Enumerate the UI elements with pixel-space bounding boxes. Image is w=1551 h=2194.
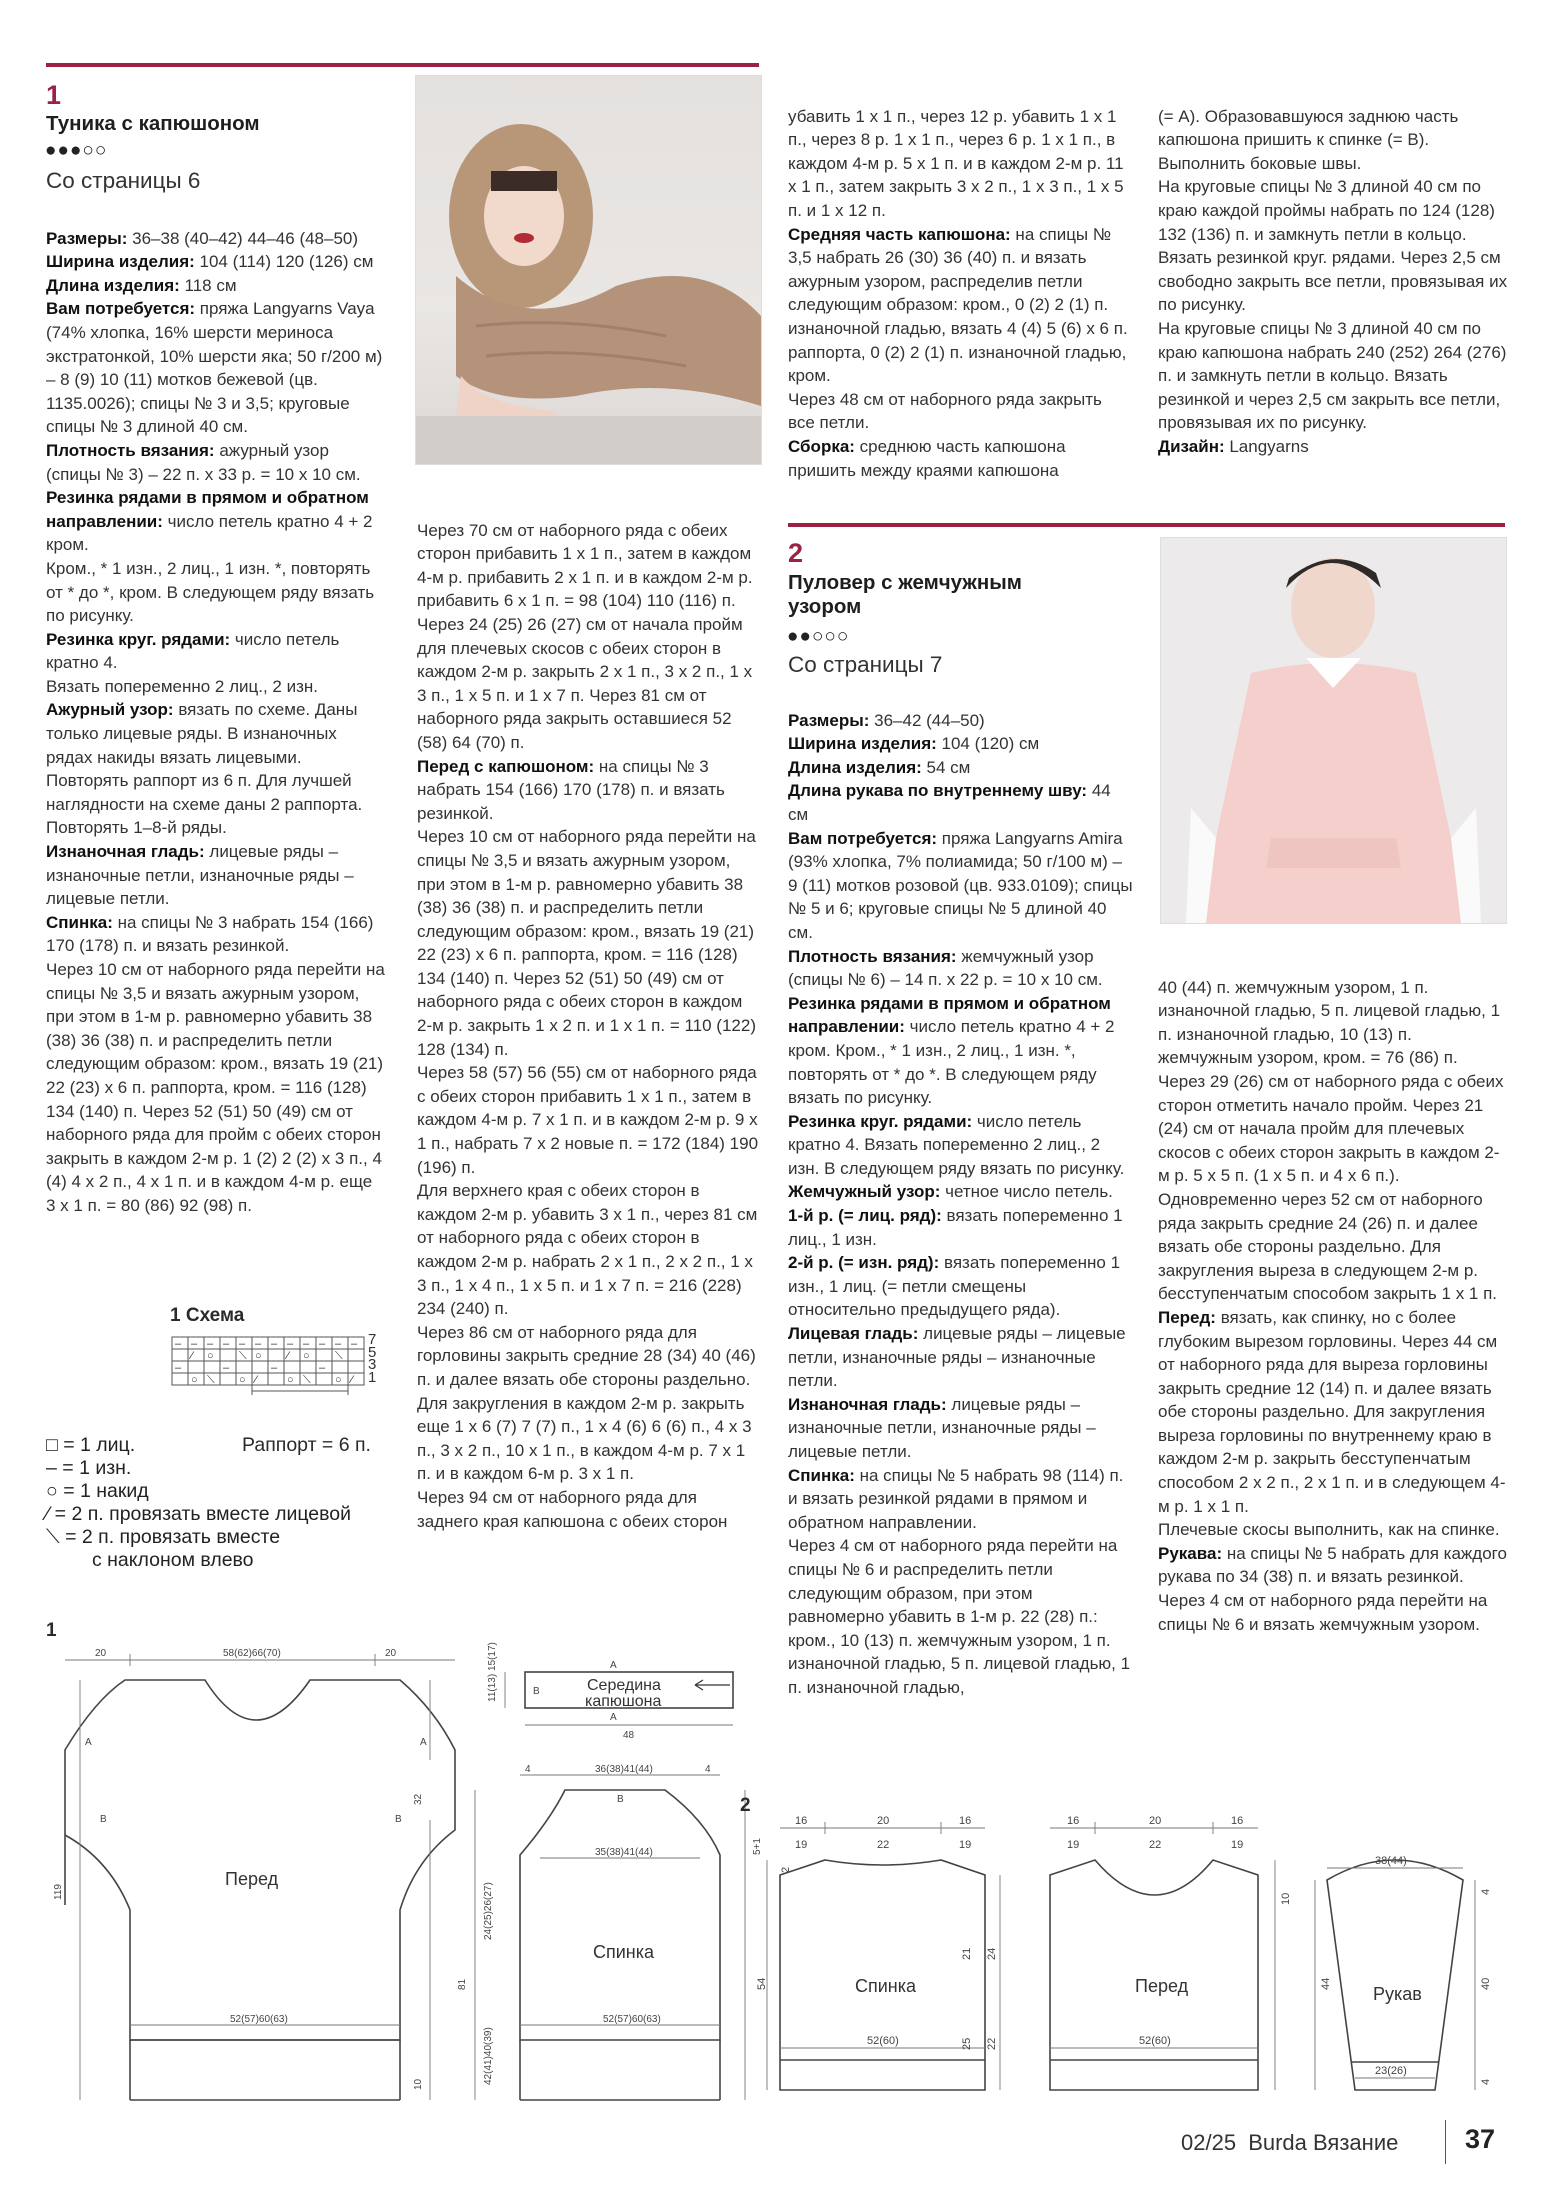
dim-shoulder-slope: 5+1	[752, 1838, 763, 1855]
chart-row-7: 7	[368, 1331, 377, 1348]
seam-b-right: B	[395, 1814, 402, 1825]
p2-back-value: на спицы № 5 набрать 98 (114) п. и вязать резинкой рядами в прямом и обратном направлении. Через 4 см от наборного ряда перейти на спицы № 6 и распределить петли следующим образом, при этом равномерно убавить в 1-м р. 22 (28) п.: кром., 10 (13) п. жемчужным узором, 1 п. изнаночной гладью, 5 п. лицевой гладью, 1 п. изнаночной гладью,	[788, 1465, 1131, 1697]
section-rule-1	[46, 63, 759, 67]
p2-dim-sleeve-length: 44	[1320, 1977, 1332, 1990]
rib-round-label: Резинка круг. рядами:	[46, 629, 231, 649]
legend-k2tog: ⁄ = 2 п. провязать вместе лицевой	[46, 1503, 352, 1525]
seam-b-left: B	[100, 1814, 107, 1825]
pattern-title: Туника с капюшоном	[46, 112, 260, 135]
p2-gauge-value: жемчужный узор (спицы № 6) – 14 п. х 22 р. = 10 х 10 см.	[788, 946, 1103, 990]
p2-dim-front-shoulder-st-r: 19	[1231, 1839, 1244, 1851]
svg-text:⟍: ⟍	[303, 1374, 311, 1386]
pattern2-column-4	[1158, 952, 1508, 1660]
design-value: Langyarns	[1224, 436, 1309, 456]
p2-dim-sleeve-length-2: 40	[1480, 1977, 1492, 1990]
p2-schematic-sleeve: Рукав	[1373, 1984, 1422, 2004]
dim-shoulder-left: 20	[95, 1648, 107, 1659]
p2-materials-label: Вам потребуется:	[788, 828, 938, 848]
hood-middle-line2: капюшона	[585, 1693, 662, 1710]
dim-hood-drop: 32	[413, 1793, 424, 1805]
pattern1-column-3	[788, 81, 1133, 506]
p2-dim-back-neck-depth: 2	[780, 1866, 792, 1873]
svg-text:○: ○	[287, 1374, 294, 1386]
pattern1-column-2	[417, 495, 762, 1557]
width-value: 104 (114) 120 (126) см	[194, 252, 374, 272]
svg-text:–: –	[239, 1338, 246, 1350]
tunic-photo	[415, 75, 762, 465]
dim-hem: 10	[413, 2078, 424, 2090]
schematic-2-label: 2	[740, 1795, 751, 1816]
reverse-stockinette-value: лицевые ряды – изнаночные петли, изнаночные ряды – лицевые петли.	[46, 842, 359, 909]
p2-dim-back-length: 54	[756, 1977, 768, 1990]
p2-dim-sleeve-cuff: 23(26)	[1375, 2065, 1407, 2077]
hood-middle-line1: Середина	[587, 1677, 661, 1694]
p2-sleeves-label: Рукава:	[1158, 1543, 1223, 1563]
hood-seam-a: A	[610, 1660, 617, 1671]
p2-materials-value: пряжа Langyarns Amira (93% хлопка, 7% полиамида; 50 г/100 м) – 9 (11) мотков розовой (цв. 933.0109); спицы № 5 и 6; круговые спицы № 5 длиной 40 см.	[788, 828, 1138, 942]
dim-back-length: 81	[457, 1978, 468, 1990]
p2-row2-value: вязать попеременно 1 изн., 1 лиц. (= петли смещены относительно предыдущего ряда).	[788, 1253, 1125, 1320]
svg-text:–: –	[223, 1362, 230, 1374]
p2-length-value: 54 см	[921, 757, 971, 777]
p2-dim-front-shoulder-st-l: 19	[1067, 1839, 1080, 1851]
svg-text:–: –	[223, 1338, 230, 1350]
svg-text:–: –	[303, 1338, 310, 1350]
p2-dim-body-st: 22	[986, 2037, 998, 2050]
page-reference: Со страницы 6	[46, 168, 201, 193]
seam-a-right: A	[420, 1737, 427, 1748]
back-seam-b: B	[617, 1794, 624, 1805]
svg-text:⁄: ⁄	[287, 1350, 289, 1362]
p2-pearl-value: четное число петель.	[940, 1182, 1113, 1202]
front-hood-value: на спицы № 3 набрать 154 (166) 170 (178) п. и вязать резинкой. Через 10 см от наборного ряда перейти на спицы № 3,5 и вязать ажурным узором, при этом в 1-м р. равномерно убавить 38 (38) 36 (38) п. и распределить петли следующим образом: кром., вязать 19 (21) 22 (23) х 6 п. раппорта, кром. = 116 (128) 134 (140) п. Через 52 (51) 50 (49) см от наборного ряда с обеих сторон в каждом 2-м р. закрыть 1 х 2 п. и 1 х 1 п. = 110 (122) 128 (134) п. Через 58 (57) 56 (55) см от наборного ряда с обеих сторон прибавить 1 х 1 п., затем в каждом 4-м р. 7 х 1 п. и в каждом 2-м р. 9 х 1 п., набрать 7 х 2 новые п. = 172 (184) 190 (196) п. Для верхнего края с обеих сторон в каждом 2-м р. убавить 3 х 1 п., через 81 см от наборного ряда с обеих сторон в каждом 2-м р. набрать 2 х 1 п., 2 х 2 п., 1 х 3 п., 1 х 4 п., 1 х 5 п. и 1 х 7 п. = 216 (228) 234 (240) п. Через 86 см от наборного ряда для горловины закрыть средние 28 (34) 40 (46) п. и далее вязать обе стороны раздельно. Для закругления в каждом 2-м р. закрыть еще 1 х 6 (7) 7 (7) п., 1 х 4 (6) 6 (6) п., 4 х 3 п., 3 х 2 п., 10 х 1 п., в каждом 4-м р. 7 х 1 п. и в каждом 6-м р. 3 х 1 п. Через 94 см от наборного ряда для заднего края капюшона с обеих сторон	[417, 756, 759, 1531]
svg-text:–: –	[319, 1338, 326, 1350]
dim-back-bottom: 52(57)60(63)	[603, 2014, 661, 2025]
back-value: на спицы № 3 набрать 154 (166) 170 (178) п. и вязать резинкой. Через 10 см от наборного ряда перейти на спицы № 3,5 и вязать ажурным узором, при этом в 1-м р. равномерно убавить 38 (38) 36 (38) п. и распределить петли следующим образом: кром., вязать 19 (21) 22 (23) х 6 п. раппорта, кром. = 116 (128) 134 (140) п. Через 52 (51) 50 (49) см от наборного ряда для пройм с обеих сторон закрыть в каждом 2-м р. 1 (2) 2 (2) х 3 п., 4 (4) 4 х 2 п., 4 х 1 п. и в каждом 4-м р. еще 3 х 1 п. = 80 (86) 92 (98) п.	[46, 912, 385, 1215]
p2-dim-back-shoulder-l: 16	[795, 1815, 808, 1827]
p2-row2-label: 2-й р. (= изн. ряд):	[788, 1253, 940, 1273]
dim-hood-height: 11(13) 15(17)	[487, 1642, 498, 1702]
front-hood-label: Перед с капюшоном:	[417, 756, 595, 776]
col2-text: Через 70 см от наборного ряда с обеих сторон прибавить 1 х 1 п., затем в каждом 4-м р. прибавить 2 х 1 п. и в каждом 2-м р. прибавить 6 х 1 п. = 98 (104) 110 (116) п. Через 24 (25) 26 (27) см от начала пройм для плечевых скосов с обеих сторон в каждом 2-м р. закрыть 2 х 1 п., 3 х 2 п., 1 х 3 п., 1 х 5 п. и 1 х 7 п. Через 81 см от наборного ряда закрыть оставшиеся 52 (58) 64 (70) п.	[417, 520, 753, 752]
p2-dim-armhole-st: 24	[986, 1947, 998, 1960]
dim-back-margin-right: 4	[705, 1764, 711, 1775]
pattern2-page-reference: Со страницы 7	[788, 652, 943, 677]
pattern-number: 1	[46, 80, 62, 110]
footer	[1181, 2130, 1398, 2156]
p2-rib-label: Резинка рядами в прямом и обратном направлении:	[788, 993, 1116, 1037]
chart-legend	[46, 1434, 351, 1572]
rib-label: Резинка рядами в прямом и обратном направлении:	[46, 488, 374, 531]
p2-sleeve-length-value: 44 см	[788, 781, 1116, 824]
svg-text:⟍: ⟍	[335, 1350, 343, 1362]
dim-top-width: 58(62)66(70)	[223, 1648, 281, 1659]
schematic-back-label: Спинка	[593, 1942, 655, 1962]
svg-text:–: –	[287, 1338, 294, 1350]
p2-dim-sleeve-top: 38(44)	[1375, 1855, 1407, 1867]
assembly-value: среднюю часть капюшона пришить между краями капюшона	[788, 436, 1071, 480]
svg-text:○: ○	[191, 1374, 198, 1386]
col4-text: (= А). Образовавшуюся заднюю часть капюшона пришить к спинке (= В). Выполнить боковые швы. На круговые спицы № 3 длиной 40 см по краю каждой проймы набрать по 124 (128) 132 (136) п. и замкнуть петли в кольцо. Вязать резинкой круг. рядами. Через 2,5 см свободно закрыть все петли, провязывая их по рисунку. На круговые спицы № 3 длиной 40 см по краю капюшона набрать 240 (252) 264 (276) п. и замкнуть петли в кольцо. Вязать резинкой и через 2,5 см закрыть все петли, провязывая их по рисунку.	[1158, 106, 1508, 433]
p2-dim-back-width: 52(60)	[867, 2035, 899, 2047]
svg-text:○: ○	[335, 1374, 342, 1386]
svg-text:–: –	[271, 1362, 278, 1374]
p2-schematic-back: Спинка	[855, 1976, 917, 1996]
p2-col4-text: 40 (44) п. жемчужным узором, 1 п. изнаночной гладью, 5 п. лицевой гладью, 1 п. изнаночной гладью, 10 (13) п. жемчужным узором, кром. = 76 (86) п. Через 29 (26) см от наборного ряда с обеих сторон отметить начало пройм. Через 21 (24) см от начала пройм для плечевых скосов с обеих сторон закрыть в каждом 2-м р. 5 х 5 п. (1 х 5 п. и 4 х 6 п.). Одновременно через 52 см от наборного ряда закрыть средние 24 (26) п. и далее вязать обе стороны раздельно. Для закругления выреза в следующем 2-м р. бесступенчатым способом закрыть 1 х 1 п.	[1158, 977, 1504, 1304]
footer-divider	[1445, 2120, 1446, 2164]
svg-text:–: –	[175, 1338, 182, 1350]
chart-row-1: 1	[368, 1368, 377, 1386]
p2-sleeve-length-label: Длина рукава по внутреннему шву:	[788, 781, 1088, 801]
tunic-model-illustration	[416, 76, 761, 464]
p2-width-value: 104 (120) см	[936, 734, 1040, 754]
legend-purl: – = 1 изн.	[46, 1457, 132, 1479]
p2-length-label: Длина изделия:	[788, 757, 922, 777]
svg-text:○: ○	[207, 1350, 214, 1362]
lace-label: Ажурный узор:	[46, 700, 174, 720]
pattern2-column-3	[788, 685, 1138, 1723]
p2-dim-sleeve-rib: 4	[1480, 2078, 1492, 2085]
pattern2-difficulty: ●●○○○	[787, 626, 850, 647]
dim-hood-width: 48	[623, 1730, 635, 1741]
pattern2-title: Пуловер с жемчужным узором	[788, 571, 1022, 618]
svg-text:–: –	[175, 1362, 182, 1374]
p2-sizes-value: 36–42 (44–50)	[869, 710, 985, 730]
p2-dim-front-width: 52(60)	[1139, 2035, 1171, 2047]
p2-sleeves-value: на спицы № 5 набрать для каждого рукава по 34 (38) п. и вязать резинкой. Через 4 см от наборного ряда перейти на спицы № 6 и вязать жемчужным узором.	[1158, 1543, 1507, 1634]
col3-text: убавить 1 х 1 п., через 12 р. убавить 1 х 1 п., через 8 р. 1 х 1 п., через 6 р. 1 х 1 п., в каждом 4-м р. 5 х 1 п. и в каждом 2-м р. 11 х 1 п., затем закрыть 3 х 2 п., 1 х 3 п., 1 х 5 п. и 1 х 12 п.	[788, 106, 1129, 220]
p2-dim-front-shoulder-l: 16	[1067, 1815, 1080, 1827]
length-label: Длина изделия:	[46, 275, 180, 295]
dim-back-margin-left: 4	[525, 1764, 531, 1775]
design-label: Дизайн:	[1158, 436, 1225, 456]
p2-dim-armhole-cm: 21	[961, 1947, 973, 1960]
p2-dim-back-shoulder-st-r: 19	[959, 1839, 972, 1851]
dim-body: 42(41)40(39)	[483, 2027, 494, 2085]
dim-shoulder-right: 20	[385, 1648, 397, 1659]
p2-front-label: Перед:	[1158, 1307, 1216, 1327]
svg-text:○: ○	[303, 1350, 310, 1362]
hood-seam-b: A	[610, 1712, 617, 1723]
svg-text:⁄: ⁄	[191, 1350, 193, 1362]
width-label: Ширина изделия:	[46, 252, 195, 272]
p2-sizes-label: Размеры:	[788, 710, 870, 730]
dim-total-length: 119	[53, 1884, 64, 1900]
p2-back-label: Спинка:	[788, 1465, 855, 1485]
p2-pearl-label: Жемчужный узор:	[788, 1182, 941, 1202]
p2-dim-back-neck: 20	[877, 1815, 890, 1827]
dim-back-top: 36(38)41(44)	[595, 1764, 653, 1775]
p2-row1-label: 1-й р. (= лиц. ряд):	[788, 1206, 942, 1226]
p2-dim-front-shoulder-r: 16	[1231, 1815, 1244, 1827]
p2-dim-front-neck-depth: 10	[1280, 1892, 1292, 1905]
legend-yarnover: ○ = 1 накид	[46, 1480, 149, 1502]
svg-text:⁄: ⁄	[351, 1374, 353, 1386]
rapport-label: Раппорт = 6 п.	[242, 1434, 371, 1456]
svg-text:⟍: ⟍	[207, 1374, 215, 1386]
chart-row-numbers	[368, 1331, 377, 1386]
materials-label: Вам потребуется:	[46, 299, 196, 319]
legend-ssk-cont: с наклоном влево	[92, 1549, 254, 1571]
pattern1-column-1	[46, 203, 386, 1241]
dim-back-shoulder: 35(38)41(44)	[595, 1847, 653, 1858]
p2-stockinette-label: Лицевая гладь:	[788, 1324, 919, 1344]
p2-reverse-value: лицевые ряды – изнаночные петли, изнаночные ряды – лицевые петли.	[788, 1394, 1101, 1461]
assembly-label: Сборка:	[788, 436, 855, 456]
page-number: 37	[1465, 2124, 1496, 2154]
schematic-2	[755, 1810, 1525, 2115]
svg-text:–: –	[271, 1338, 278, 1350]
p2-gauge-label: Плотность вязания:	[788, 946, 957, 966]
section-rule-2	[788, 523, 1505, 527]
back-label: Спинка:	[46, 912, 113, 932]
pullover-photo	[1160, 537, 1507, 924]
p2-width-label: Ширина изделия:	[788, 734, 937, 754]
p2-rib-value: число петель кратно 4 + 2 кром. Кром., * 1 изн., 2 лиц., 1 изн. *, повторять от * до *. В следующем ряду вязать по рисунку.	[788, 1017, 1120, 1108]
seam-a-left: A	[85, 1737, 92, 1748]
sizes-value: 36–38 (40–42) 44–46 (48–50)	[127, 228, 359, 248]
rib-round-value: число петель кратно 4. Вязать попеременно 2 лиц., 2 изн.	[46, 629, 340, 696]
p2-dim-front-neck: 20	[1149, 1815, 1162, 1827]
footer-magazine: Burda Вязание	[1248, 2130, 1399, 2155]
hood-seam-b-label: B	[533, 1686, 540, 1697]
legend-ssk: ⟍ = 2 п. провязать вместе	[46, 1526, 281, 1548]
dim-armhole: 24(25)26(27)	[483, 1882, 494, 1940]
chart-row-3: 3	[368, 1356, 377, 1373]
hood-middle-label: Средняя часть капюшона:	[788, 224, 1011, 244]
stitch-chart	[170, 1333, 400, 1413]
p2-rib-round-value: число петель кратно 4. Вязать попеременно 2 лиц., 2 изн. В следующем ряду вязать по рисунку.	[788, 1111, 1125, 1178]
footer-issue: 02/25	[1181, 2130, 1237, 2155]
rib-value: число петель кратно 4 + 2 кром. Кром., * 1 изн., 2 лиц., 1 изн. *, повторять от * до *, кром. В следующем ряду вязать по рисунку.	[46, 511, 375, 626]
p2-schematic-front: Перед	[1135, 1976, 1189, 1996]
legend-knit: □ = 1 лиц.	[46, 1434, 136, 1456]
reverse-stockinette-label: Изнаночная гладь:	[46, 842, 205, 862]
svg-text:–: –	[335, 1338, 342, 1350]
p2-dim-front-neck-st: 22	[1149, 1839, 1162, 1851]
difficulty-rating: ●●●○○	[45, 140, 108, 161]
svg-text:○: ○	[239, 1374, 246, 1386]
hood-middle-value: на спицы № 3,5 набрать 26 (30) 36 (40) п. и вязать ажурным узором, распределив петли следующим образом: кром., 0 (2) 2 (1) п. изнаночной гладью, вязать 4 (4) 5 (6) х 6 п. раппорта, 0 (2) 2 (1) п. изнаночной гладью, кром. Через 48 см от наборного ряда закрыть все петли.	[788, 224, 1128, 433]
p2-front-value: вязать, как спинку, но с более глубоким вырезом горловины. Через 44 см от наборного ряда для выреза горловины закрыть средние 12 (14) п. и далее вязать обе стороны раздельно. Для закругления выреза горловины по внутреннему краю в каждом 2-м р. закрыть бесступенчатым способом 2 х 2 п., 2 х 1 п. и в следующем 4-м р. 1 х 1 п. Плечевые скосы выполнить, как на спинке.	[1158, 1307, 1506, 1540]
svg-text:–: –	[319, 1362, 326, 1374]
p2-dim-sleeve-cap: 4	[1480, 1888, 1492, 1895]
stitch-chart-title: 1 Схема	[170, 1305, 245, 1326]
materials-value: пряжа Langyarns Vaya (74% хлопка, 16% шерсти мериноса экстратонкой, 10% шерсти яка; 50 г/200 м) – 8 (9) 10 (11) мотков бежевой (цв. 1135.0026); спицы № 3 и 3,5; круговые спицы № 3 длиной 40 см.	[46, 299, 388, 437]
pullover-model-illustration	[1161, 538, 1506, 923]
dim-bottom-width: 52(57)60(63)	[230, 2014, 288, 2025]
svg-text:⟍: ⟍	[239, 1350, 247, 1362]
gauge-value: ажурный узор (спицы № 3) – 22 п. х 33 р. = 10 х 10 см.	[46, 440, 361, 484]
svg-text:–: –	[351, 1338, 358, 1350]
pattern2-number: 2	[788, 538, 804, 568]
svg-text:⁄: ⁄	[255, 1374, 257, 1386]
p2-dim-back-shoulder-r: 16	[959, 1815, 972, 1827]
length-value: 118 см	[179, 275, 237, 295]
p2-row1-value: вязать попеременно 1 лиц., 1 изн.	[788, 1206, 1128, 1249]
svg-text:–: –	[207, 1338, 214, 1350]
p2-dim-back-shoulder-st-l: 19	[795, 1839, 808, 1851]
schematic-1-label: 1	[46, 1620, 57, 1641]
p2-dim-back-neck-st: 22	[877, 1839, 890, 1851]
sizes-label: Размеры:	[46, 228, 128, 248]
p2-reverse-label: Изнаночная гладь:	[788, 1394, 947, 1414]
schematic-front-label: Перед	[225, 1869, 279, 1889]
pattern1-column-4	[1158, 81, 1508, 482]
svg-text:○: ○	[255, 1350, 262, 1362]
p2-dim-body-cm: 25	[961, 2037, 973, 2050]
p2-stockinette-value: лицевые ряды – лицевые петли, изнаночные ряды – изнаночные петли.	[788, 1324, 1131, 1391]
chart-row-5: 5	[368, 1343, 377, 1361]
gauge-label: Плотность вязания:	[46, 440, 215, 460]
svg-text:–: –	[255, 1338, 262, 1350]
svg-text:–: –	[191, 1338, 198, 1350]
lace-value: вязать по схеме. Даны только лицевые ряды. В изнаночных рядах накиды вязать лицевыми. Повторять раппорт из 6 п. Для лучшей наглядности на схеме даны 2 раппорта. Повторять 1–8-й ряды.	[46, 700, 368, 838]
p2-rib-round-label: Резинка круг. рядами:	[788, 1111, 973, 1131]
